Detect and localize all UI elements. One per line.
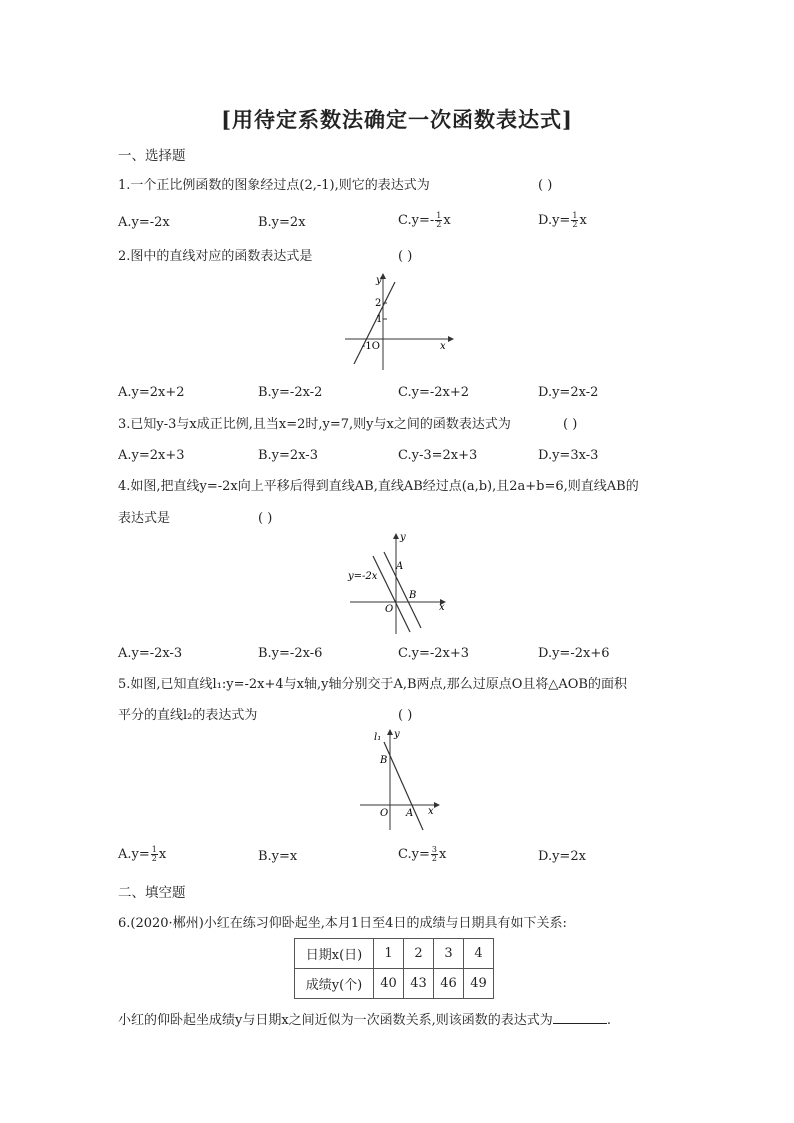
- origin-label: O: [385, 604, 394, 615]
- question-3-answer-paren: ( ): [563, 417, 578, 432]
- tick-label-2: 2: [375, 298, 382, 309]
- point-b-label: B: [409, 590, 417, 601]
- question-3-option-a: A.y=2x+3: [118, 448, 185, 463]
- question-5-answer-paren: ( ): [398, 708, 413, 723]
- table-cell: 43: [404, 969, 434, 999]
- answer-blank[interactable]: [553, 1011, 607, 1024]
- table-row: [295, 939, 494, 969]
- table-cell: 3: [434, 939, 464, 969]
- page-title: [用待定系数法确定一次函数表达式]: [221, 107, 573, 132]
- question-1-option-c: C.y=- $\frac{1}{2}$ x: [398, 211, 451, 229]
- question-3-option-d: D.y=3x-3: [538, 448, 599, 463]
- fraction-one-half: $\frac{1}{2}$: [151, 845, 157, 863]
- origin-label: O: [380, 808, 389, 819]
- table-cell: 2: [404, 939, 434, 969]
- point-a-label: A: [406, 808, 414, 819]
- line-label-y-neg2x: y=-2x: [348, 571, 378, 582]
- question-4-option-b: B.y=-2x-6: [258, 646, 323, 661]
- question-1-option-d: D.y= $\frac{1}{2}$ x: [538, 211, 587, 229]
- question-5-option-c: C.y= $\frac{3}{2}$ x: [398, 845, 447, 863]
- fraction-half: $\frac{1}{2}$: [436, 211, 442, 229]
- question-1-option-b: B.y=2x: [258, 215, 306, 230]
- tick-label-1: 1: [376, 314, 383, 325]
- question-2-graph: [340, 272, 455, 374]
- question-4-stem: 4.如图,把直线y=-2x向上平移后得到直线AB,直线AB经过点(a,b),且2a+b=6,则直线AB的: [118, 479, 639, 494]
- question-4-option-c: C.y=-2x+3: [398, 646, 470, 661]
- fraction-three-halves: $\frac{3}{2}$: [431, 845, 437, 863]
- question-3-stem: 3.已知y-3与x成正比例,且当x=2时,y=7,则y与x之间的函数表达式为: [118, 417, 511, 432]
- question-1-option-a: A.y=-2x: [118, 215, 170, 230]
- table-cell: 46: [434, 969, 464, 999]
- y-axis-arrow: [387, 729, 393, 735]
- x-axis-label: x: [440, 341, 446, 352]
- question-5-option-a: A.y= $\frac{1}{2}$ x: [118, 845, 167, 863]
- question-4-graph: [346, 532, 450, 636]
- question-1-stem: 1.一个正比例函数的图象经过点(2,-1),则它的表达式为: [118, 178, 430, 193]
- y-axis-arrow: [393, 533, 399, 539]
- question-5-graph: [358, 728, 444, 832]
- table-row: [295, 969, 494, 999]
- x-axis-label: x: [439, 602, 445, 613]
- question-4-stem-continued: 表达式是: [118, 511, 171, 526]
- y-axis-label: y: [400, 532, 406, 543]
- question-4-option-d: D.y=-2x+6: [538, 646, 610, 661]
- question-6-tail: 小红的仰卧起坐成绩y与日期x之间近似为一次函数关系,则该函数的表达式为 .: [118, 1013, 611, 1028]
- y-axis-label: y: [376, 275, 382, 286]
- question-3-option-c: C.y-3=2x+3: [398, 448, 478, 463]
- x-axis-arrow: [448, 336, 454, 342]
- question-2-option-b: B.y=-2x-2: [258, 385, 323, 400]
- question-5-option-b: B.y=x: [258, 849, 298, 864]
- x-axis-label: x: [428, 806, 434, 817]
- point-a-label: A: [396, 561, 404, 572]
- point-b-label: B: [380, 755, 388, 766]
- y-axis-label: y: [394, 729, 400, 740]
- table-cell: 49: [464, 969, 494, 999]
- x-axis-arrow: [434, 802, 440, 808]
- section-fill-in-blank: 二、填空题: [118, 885, 186, 901]
- table-header-score: 成绩y(个): [295, 969, 374, 999]
- question-5-stem-continued: 平分的直线l₂的表达式为: [118, 708, 258, 723]
- question-1-answer-paren: ( ): [538, 178, 553, 193]
- question-6-table: [294, 938, 494, 999]
- question-2-option-a: A.y=2x+2: [118, 385, 185, 400]
- fraction-half: $\frac{1}{2}$: [572, 211, 578, 229]
- question-2-answer-paren: ( ): [398, 249, 413, 264]
- table-cell: 4: [464, 939, 494, 969]
- line-l1-label: l₁: [374, 732, 382, 743]
- table-cell: 40: [374, 969, 404, 999]
- question-2-option-c: C.y=-2x+2: [398, 385, 470, 400]
- question-6-stem: 6.(2020·郴州)小红在练习仰卧起坐,本月1日至4日的成绩与日期具有如下关系:: [118, 916, 567, 931]
- table-cell: 1: [374, 939, 404, 969]
- table-header-date: 日期x(日): [295, 939, 374, 969]
- question-5-option-d: D.y=2x: [538, 849, 586, 864]
- question-3-option-b: B.y=2x-3: [258, 448, 318, 463]
- question-5-stem: 5.如图,已知直线l₁:y=-2x+4与x轴,y轴分别交于A,B两点,那么过原点O且将△AOB的面积: [118, 677, 627, 692]
- question-2-stem: 2.图中的直线对应的函数表达式是: [118, 249, 313, 264]
- question-4-answer-paren: ( ): [258, 511, 273, 526]
- section-multiple-choice: 一、选择题: [118, 148, 186, 164]
- question-4-option-a: A.y=-2x-3: [118, 646, 183, 661]
- origin-and-neg1-label: -1O: [362, 341, 380, 352]
- question-2-option-d: D.y=2x-2: [538, 385, 599, 400]
